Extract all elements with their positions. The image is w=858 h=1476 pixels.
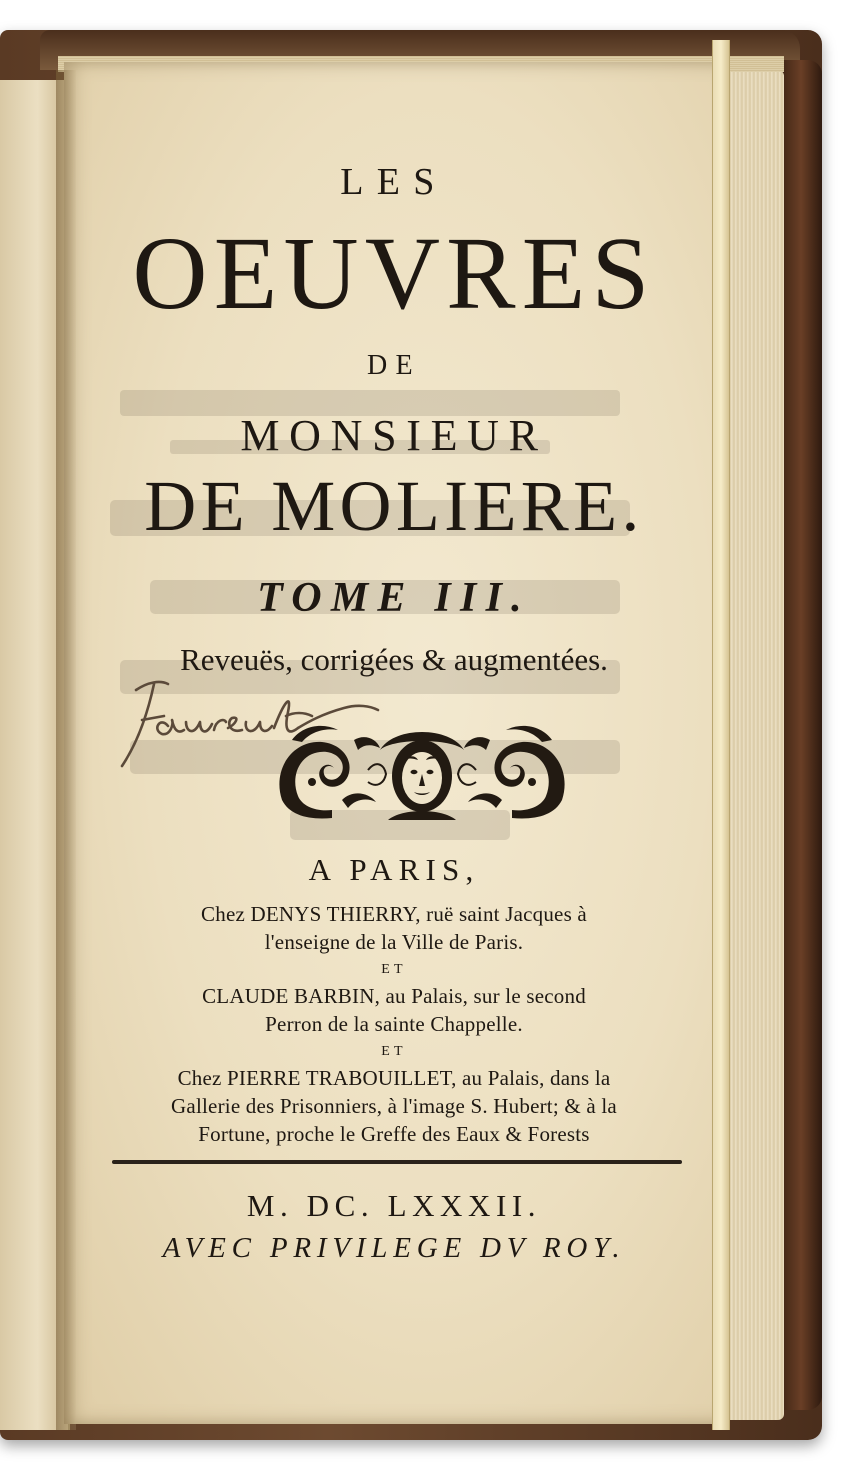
imprint-et: ET: [381, 1044, 407, 1059]
imprint-line: l'enseigne de la Ville de Paris.: [264, 930, 524, 954]
imprint-line: Chez PIERRE TRABOUILLET, au Palais, dans la: [177, 1066, 611, 1090]
edition-statement: Reveuës, corrigées & augmentées.: [180, 642, 608, 677]
imprint-place: A PARIS,: [308, 852, 480, 887]
title-author: DE MOLIERE.: [144, 466, 644, 546]
floral-headpiece-ornament-icon: [272, 720, 572, 826]
imprint-line: Chez DENYS THIERRY, ruë saint Jacques à: [201, 902, 587, 926]
horizontal-rule: [112, 1160, 682, 1164]
publication-date: M. DC. LXXXII.: [246, 1188, 542, 1223]
royal-privilege: AVEC PRIVILEGE DV ROY.: [162, 1232, 626, 1264]
imprint-line: Fortune, proche le Greffe des Eaux & Forests: [198, 1122, 590, 1146]
title-de: DE: [366, 350, 422, 381]
imprint-line: Gallerie des Prisonniers, à l'image S. Hubert; & à la: [171, 1094, 617, 1118]
cover-right-edge: [780, 60, 822, 1410]
volume-number: TOME III.: [257, 575, 531, 621]
title-les: LES: [340, 161, 448, 203]
imprint-line: CLAUDE BARBIN, au Palais, sur le second: [202, 984, 586, 1008]
title-monsieur: MONSIEUR: [240, 411, 548, 460]
title-oeuvres: OEUVRES: [132, 216, 656, 331]
imprint-et: ET: [381, 962, 407, 977]
imprint-line: Perron de la sainte Chappelle.: [265, 1012, 523, 1036]
